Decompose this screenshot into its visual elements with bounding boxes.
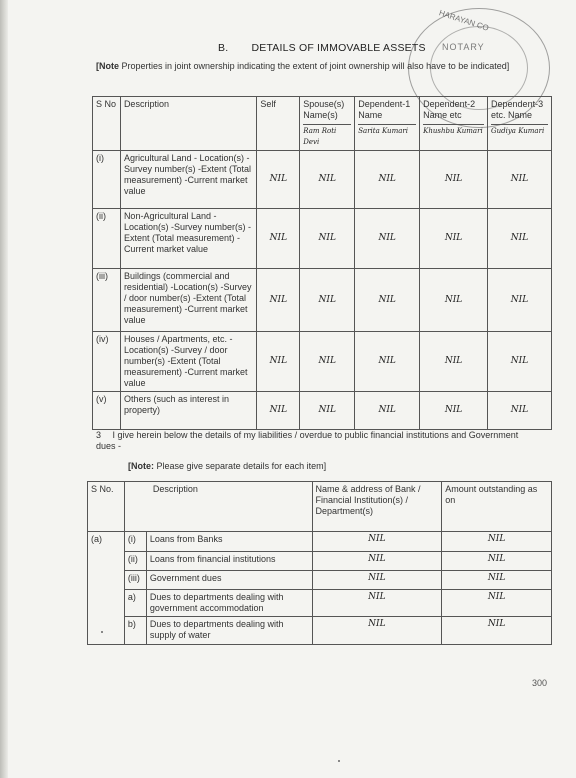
amount-value: NIL (442, 590, 552, 617)
scan-edge (0, 0, 8, 778)
note-text: Properties in joint ownership indicating the extent of joint ownership will also have to be indicated] (121, 61, 510, 71)
item-number: (ii) (124, 552, 146, 571)
section-heading (218, 42, 426, 54)
separate-details-note (128, 461, 326, 471)
value-dependent-1: NIL (355, 332, 420, 392)
value-dependent-1: NIL (355, 392, 420, 430)
bank-value: NIL (312, 552, 442, 571)
value-dependent-3: NIL (488, 209, 552, 269)
item-number: (i) (124, 532, 146, 552)
value-dependent-3: NIL (488, 392, 552, 430)
value-spouse: NIL (300, 209, 355, 269)
header-dependent-1 (355, 97, 420, 151)
subitem-description: Dues to departments dealing with supply of water (146, 617, 312, 645)
row-description: Buildings (commercial and residential) -Location(s) -Survey / door number(s) -Extent (Total measurement) -Current market value (120, 269, 256, 332)
notary-stamp-text: HARAYAN CO (437, 8, 490, 33)
liabilities-statement (96, 430, 526, 452)
value-spouse: NIL (300, 392, 355, 430)
header-sno: S No. (88, 482, 125, 532)
table-row (93, 332, 552, 392)
row-sno: (ii) (93, 209, 121, 269)
header-bank-name: Name & address of Bank / Financial Institution(s) / Department(s) (312, 482, 442, 532)
item-number: (iii) (124, 571, 146, 590)
value-dependent-1: NIL (355, 269, 420, 332)
bank-value: NIL (312, 571, 442, 590)
header-description: Description (124, 482, 312, 532)
table-row (93, 392, 552, 430)
header-dependent-2-label: Dependent-2 Name etc (423, 99, 476, 120)
section-number: B. (218, 42, 229, 54)
amount-value: NIL (442, 617, 552, 645)
subitem-description: Dues to departments dealing with government accommodation (146, 590, 312, 617)
table-row (88, 590, 552, 617)
value-dependent-2: NIL (420, 209, 488, 269)
header-self: Self (257, 97, 300, 151)
subitem-number: a) (124, 590, 146, 617)
table-row (88, 552, 552, 571)
amount-value: NIL (442, 532, 552, 552)
row-description: Others (such as interest in property) (120, 392, 256, 430)
table-row (93, 209, 552, 269)
value-spouse: NIL (300, 269, 355, 332)
value-self: NIL (257, 151, 300, 209)
table-row (88, 571, 552, 590)
row-description: Agricultural Land - Location(s) -Survey number(s) -Extent (Total measurement) -Current market value (120, 151, 256, 209)
liabilities-text: I give herein below the details of my liabilities / overdue to public financial institutions and Government dues - (96, 430, 519, 451)
value-dependent-3: NIL (488, 269, 552, 332)
liabilities-table (87, 481, 552, 645)
value-dependent-2: NIL (420, 392, 488, 430)
table-row (88, 532, 552, 552)
note-label: [Note: (128, 461, 154, 471)
amount-value: NIL (442, 552, 552, 571)
value-dependent-3: NIL (488, 332, 552, 392)
table-row (93, 151, 552, 209)
table-row (93, 269, 552, 332)
value-spouse: NIL (300, 151, 355, 209)
subitem-number: b) (124, 617, 146, 645)
row-description: Non-Agricultural Land - Location(s) -Survey number(s) -Extent (Total measurement) -Current market value (120, 209, 256, 269)
table-header-row (93, 97, 552, 151)
dependent-3-name: Gudiya Kumari (491, 124, 548, 137)
page-number: 300 (532, 678, 548, 688)
header-dependent-3-label: Dependent-3 etc. Name (491, 99, 544, 120)
value-self: NIL (257, 269, 300, 332)
value-dependent-3: NIL (488, 151, 552, 209)
dependent-1-name: Sarita Kumari (358, 124, 416, 137)
scan-speck (101, 631, 103, 633)
value-self: NIL (257, 209, 300, 269)
notary-stamp-label: NOTARY (442, 42, 485, 52)
value-dependent-1: NIL (355, 209, 420, 269)
value-self: NIL (257, 332, 300, 392)
row-sno: (v) (93, 392, 121, 430)
spouse-name: Ram Roti Devi (303, 124, 351, 148)
item-description: Government dues (146, 571, 312, 590)
item-description: Loans from financial institutions (146, 552, 312, 571)
note-label: [Note (96, 61, 119, 71)
dependent-2-name: Khushbu Kumari (423, 124, 484, 137)
bank-value: NIL (312, 532, 442, 552)
bank-value: NIL (312, 617, 442, 645)
value-dependent-2: NIL (420, 269, 488, 332)
header-spouse-label: Spouse(s) Name(s) (303, 99, 345, 120)
value-dependent-2: NIL (420, 151, 488, 209)
table-row (88, 617, 552, 645)
table-header-row (88, 482, 552, 532)
row-sno: (iv) (93, 332, 121, 392)
row-sno: (iii) (93, 269, 121, 332)
section-title: DETAILS OF IMMOVABLE ASSETS (251, 42, 426, 54)
scan-speck (338, 760, 340, 762)
value-dependent-2: NIL (420, 332, 488, 392)
item-number: 3 (96, 430, 102, 440)
header-dependent-1-label: Dependent-1 Name (358, 99, 411, 120)
header-amount: Amount outstanding as on (442, 482, 552, 532)
header-dependent-3 (488, 97, 552, 151)
header-dependent-2 (420, 97, 488, 151)
row-sno: (i) (93, 151, 121, 209)
amount-value: NIL (442, 571, 552, 590)
group-label: (a) (88, 532, 125, 645)
bank-value: NIL (312, 590, 442, 617)
note-text: Please give separate details for each item] (156, 461, 327, 471)
header-description: Description (120, 97, 256, 151)
value-self: NIL (257, 392, 300, 430)
row-description: Houses / Apartments, etc. -Location(s) -Survey / door number(s) -Extent (Total measurement) -Current market value (120, 332, 256, 392)
joint-ownership-note (96, 61, 556, 73)
value-dependent-1: NIL (355, 151, 420, 209)
header-spouse (300, 97, 355, 151)
value-spouse: NIL (300, 332, 355, 392)
immovable-assets-table (92, 96, 552, 430)
header-sno: S No (93, 97, 121, 151)
item-description: Loans from Banks (146, 532, 312, 552)
